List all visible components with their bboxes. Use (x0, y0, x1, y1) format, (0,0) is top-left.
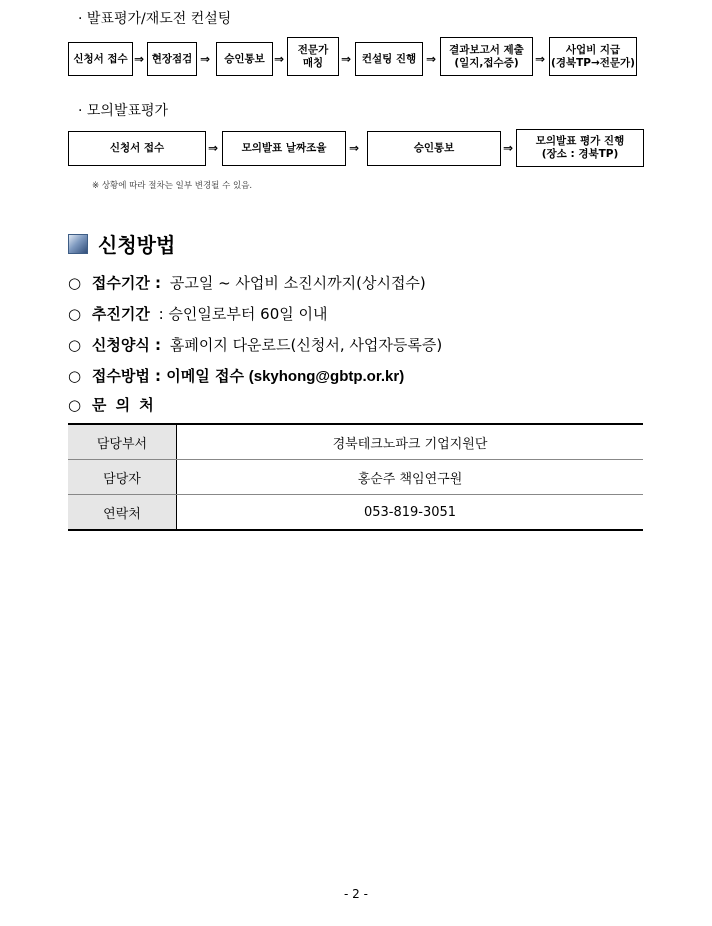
contact-phone-value: 053-819-3051 (363, 504, 457, 520)
flow1-arrow-2: ⇒ (200, 52, 211, 66)
flow1-step-4: 전문가 매칭 (287, 37, 339, 76)
info-duration (68, 303, 327, 324)
table-row (68, 495, 643, 531)
flow2-step-2: 모의발표 날짜조율 (222, 131, 346, 166)
apply-title-text: 신청방법 (98, 233, 176, 257)
circle-bullet-icon: ○ (68, 367, 82, 385)
info-contact (68, 394, 156, 415)
info-form (68, 334, 442, 355)
table-row (68, 460, 643, 495)
table-row (68, 424, 643, 460)
square-bullet-icon (68, 234, 88, 254)
contact-person-value: 홍순주 책임연구원 (177, 460, 644, 495)
flow1-arrow-4: ⇒ (341, 52, 352, 66)
contact-dept-value: 경북테크노파크 기업지원단 (177, 424, 644, 460)
section1-heading: · 발표평가/재도전 컨설팅 (78, 11, 232, 27)
info-duration-value: : 승인일로부터 60일 이내 (158, 305, 328, 323)
info-method (68, 365, 404, 386)
info-period (68, 272, 426, 293)
circle-bullet-icon: ○ (68, 396, 82, 414)
flow1-arrow-6: ⇒ (535, 52, 546, 66)
flow1-step-2: 현장점검 (147, 42, 197, 76)
page-number: - 2 - (344, 887, 368, 901)
flow1-step-1: 신청서 접수 (68, 42, 133, 76)
procedure-note: ※ 상황에 따라 절차는 일부 변경될 수 있음. (92, 181, 253, 191)
flow2-step-4: 모의발표 평가 진행 (장소 : 경북TP) (516, 129, 644, 167)
flow1-arrow-1: ⇒ (134, 52, 145, 66)
info-period-label: 접수기간 : (91, 274, 162, 292)
info-form-label: 신청양식 : (91, 336, 162, 354)
flow2-arrow-2: ⇒ (349, 141, 360, 155)
info-method-label: 접수방법 : 이메일 접수 (91, 367, 244, 385)
contact-phone-key: 연락처 (68, 495, 177, 531)
section2-heading: · 모의발표평가 (78, 103, 169, 119)
flow2-arrow-1: ⇒ (208, 141, 219, 155)
info-contact-label: 문 의 처 (91, 396, 156, 414)
flow2-step-1: 신청서 접수 (68, 131, 206, 166)
flow1-step-7: 사업비 지급 (경북TP→전문가) (549, 37, 637, 76)
contact-dept-key: 담당부서 (68, 424, 177, 460)
circle-bullet-icon: ○ (68, 274, 82, 292)
info-duration-label: 추진기간 (91, 305, 150, 323)
flow1-arrow-5: ⇒ (426, 52, 437, 66)
flow1-step-3: 승인통보 (216, 42, 273, 76)
circle-bullet-icon: ○ (68, 336, 82, 354)
circle-bullet-icon: ○ (68, 305, 82, 323)
apply-section-title (68, 229, 175, 258)
flow2-step-3: 승인통보 (367, 131, 501, 166)
contact-person-key: 담당자 (68, 460, 177, 495)
info-form-value: 홈페이지 다운로드(신청서, 사업자등록증) (169, 336, 443, 354)
contact-table (68, 423, 643, 531)
info-period-value: 공고일 ~ 사업비 소진시까지(상시접수) (169, 274, 426, 292)
flow2-arrow-3: ⇒ (503, 141, 514, 155)
flow1-step-6: 결과보고서 제출 (일지,접수증) (440, 37, 533, 76)
info-method-email: (skyhong@gbtp.or.kr) (248, 368, 405, 385)
flow1-step-5: 컨설팅 진행 (355, 42, 423, 76)
flow1-arrow-3: ⇒ (274, 52, 285, 66)
